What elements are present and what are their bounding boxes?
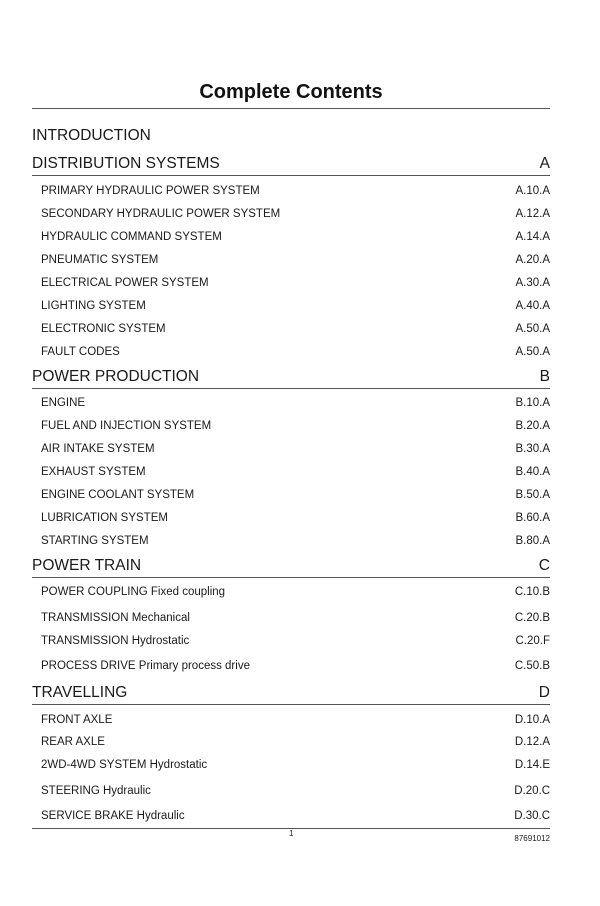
section-power-production[interactable]: [32, 367, 550, 387]
item-label: PNEUMATIC SYSTEM: [41, 254, 159, 266]
item-code: B.50.A: [515, 489, 550, 501]
toc-item[interactable]: [32, 461, 550, 481]
item-label: ENGINE COOLANT SYSTEM: [41, 489, 195, 501]
section-label: POWER PRODUCTION: [32, 368, 200, 385]
section-code: D: [538, 684, 550, 701]
toc-item[interactable]: [32, 438, 550, 458]
toc-item[interactable]: [32, 754, 550, 774]
item-code: A.50.A: [515, 346, 550, 358]
item-label: AIR INTAKE SYSTEM: [41, 443, 155, 455]
title-rule: [32, 108, 550, 109]
toc-item[interactable]: [32, 272, 550, 292]
item-label: FAULT CODES: [41, 346, 120, 358]
item-label: HYDRAULIC COMMAND SYSTEM: [41, 231, 222, 243]
section-power-train[interactable]: [32, 556, 550, 576]
section-label: TRAVELLING: [32, 684, 128, 701]
item-code: A.30.A: [515, 277, 550, 289]
page-number: 1: [289, 829, 294, 838]
item-code: C.10.B: [514, 586, 550, 598]
item-code: A.10.A: [515, 185, 550, 197]
item-label: FUEL AND INJECTION SYSTEM: [41, 420, 212, 432]
item-code: D.30.C: [514, 810, 550, 822]
section-rule: [32, 704, 550, 705]
item-code: B.60.A: [515, 512, 550, 524]
toc-item[interactable]: [32, 780, 550, 800]
item-code: C.50.B: [514, 660, 550, 672]
toc-item[interactable]: [32, 180, 550, 200]
item-code: D.14.E: [514, 759, 550, 771]
item-label: FRONT AXLE: [41, 714, 113, 726]
item-label: TRANSMISSION Mechanical: [41, 612, 190, 624]
toc-item[interactable]: [32, 203, 550, 223]
item-code: C.20.F: [515, 635, 550, 647]
item-code: A.12.A: [515, 208, 550, 220]
toc-item[interactable]: [32, 731, 550, 751]
item-code: B.20.A: [515, 420, 550, 432]
section-distribution-systems[interactable]: [32, 154, 550, 174]
section-rule: [32, 175, 550, 176]
item-code: B.10.A: [515, 397, 550, 409]
toc-item[interactable]: [32, 507, 550, 527]
toc-item[interactable]: [32, 630, 550, 650]
item-code: D.20.C: [514, 785, 550, 797]
document-number: 87691012: [514, 834, 550, 843]
item-code: A.14.A: [515, 231, 550, 243]
toc-item[interactable]: [32, 805, 550, 825]
item-code: D.10.A: [514, 714, 550, 726]
item-label: STARTING SYSTEM: [41, 535, 149, 547]
item-code: A.40.A: [515, 300, 550, 312]
item-label: ELECTRICAL POWER SYSTEM: [41, 277, 209, 289]
toc-item[interactable]: [32, 415, 550, 435]
toc-item[interactable]: [32, 530, 550, 550]
item-label: STEERING Hydraulic: [41, 785, 151, 797]
toc-item[interactable]: [32, 581, 550, 601]
item-label: ENGINE: [41, 397, 86, 409]
section-label: DISTRIBUTION SYSTEMS: [32, 155, 220, 172]
item-label: 2WD-4WD SYSTEM Hydrostatic: [41, 759, 208, 771]
toc-item[interactable]: [32, 655, 550, 675]
toc-item[interactable]: [32, 295, 550, 315]
section-rule: [32, 388, 550, 389]
item-code: A.50.A: [515, 323, 550, 335]
item-code: B.40.A: [515, 466, 550, 478]
section-code: A: [539, 155, 550, 172]
item-label: PRIMARY HYDRAULIC POWER SYSTEM: [41, 185, 260, 197]
page-title: Complete Contents: [199, 81, 383, 103]
section-code: C: [538, 557, 550, 574]
item-code: A.20.A: [515, 254, 550, 266]
toc-item[interactable]: [32, 607, 550, 627]
section-rule: [32, 577, 550, 578]
item-label: PROCESS DRIVE Primary process drive: [41, 660, 250, 672]
item-code: C.20.B: [514, 612, 550, 624]
toc-item[interactable]: [32, 249, 550, 269]
item-label: ELECTRONIC SYSTEM: [41, 323, 166, 335]
item-label: REAR AXLE: [41, 736, 105, 748]
toc-item[interactable]: [32, 709, 550, 729]
section-travelling[interactable]: [32, 683, 550, 703]
item-label: SERVICE BRAKE Hydraulic: [41, 810, 185, 822]
toc-item[interactable]: [32, 318, 550, 338]
section-label: INTRODUCTION: [32, 127, 151, 144]
toc-item[interactable]: [32, 341, 550, 361]
section-code: B: [539, 368, 550, 385]
section-label: POWER TRAIN: [32, 557, 142, 574]
item-label: LIGHTING SYSTEM: [41, 300, 146, 312]
item-label: LUBRICATION SYSTEM: [41, 512, 168, 524]
item-label: SECONDARY HYDRAULIC POWER SYSTEM: [41, 208, 281, 220]
toc-item[interactable]: [32, 484, 550, 504]
item-label: TRANSMISSION Hydrostatic: [41, 635, 190, 647]
item-code: B.30.A: [515, 443, 550, 455]
item-code: D.12.A: [514, 736, 550, 748]
item-code: B.80.A: [515, 535, 550, 547]
section-introduction[interactable]: [32, 126, 550, 146]
item-label: POWER COUPLING Fixed coupling: [41, 586, 226, 598]
toc-item[interactable]: [32, 226, 550, 246]
item-label: EXHAUST SYSTEM: [41, 466, 146, 478]
toc-item[interactable]: [32, 392, 550, 412]
